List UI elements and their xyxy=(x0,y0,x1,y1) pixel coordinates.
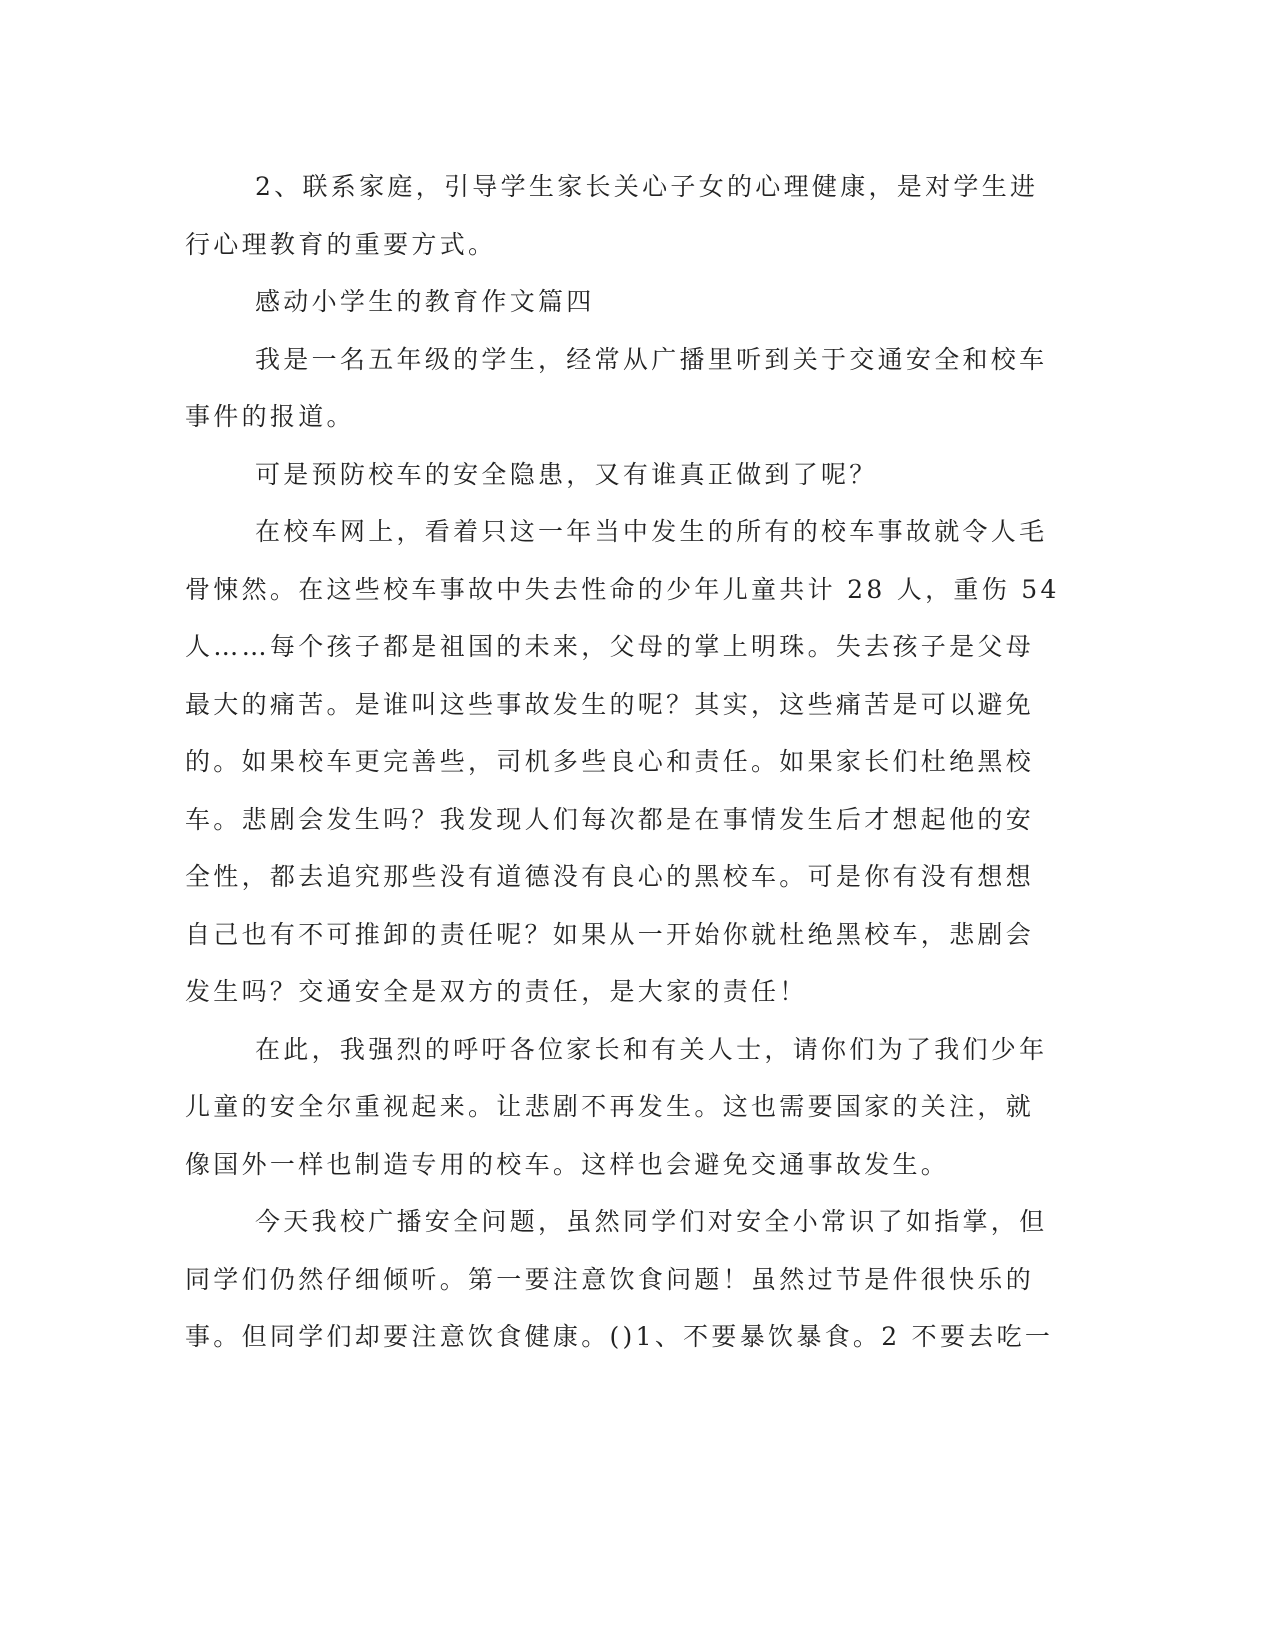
text-line: 骨悚然。在这些校车事故中失去性命的少年儿童共计 28 人，重伤 54 xyxy=(185,574,1060,604)
text-line: 自己也有不可推卸的责任呢？如果从一开始你就杜绝黑校车，悲剧会 xyxy=(185,919,1035,949)
text-line: 行心理教育的重要方式。 xyxy=(185,229,497,259)
text-line: 的。如果校车更完善些，司机多些良心和责任。如果家长们杜绝黑校 xyxy=(185,747,1035,776)
text-line: 发生吗？交通安全是双方的责任，是大家的责任！ xyxy=(185,977,808,1006)
text-line: 事件的报道。 xyxy=(185,402,355,431)
text-line: 人……每个孩子都是祖国的未来，父母的掌上明珠。失去孩子是父母 xyxy=(185,632,1035,661)
text-line: 今天我校广播安全问题，虽然同学们对安全小常识了如指掌，但 xyxy=(255,1207,1048,1236)
text-line: 我是一名五年级的学生，经常从广播里听到关于交通安全和校车 xyxy=(255,344,1048,374)
section-heading: 感动小学生的教育作文篇四 xyxy=(255,287,595,316)
text-line: 事。但同学们却要注意饮食健康。()1、不要暴饮暴食。2 不要去吃一 xyxy=(185,1322,1054,1351)
text-line: 在校车网上，看着只这一年当中发生的所有的校车事故就令人毛 xyxy=(255,517,1048,546)
text-line: 儿童的安全尔重视起来。让悲剧不再发生。这也需要国家的关注，就 xyxy=(185,1092,1035,1121)
text-line: 同学们仍然仔细倾听。第一要注意饮食问题！虽然过节是件很快乐的 xyxy=(185,1264,1035,1294)
text-line: 在此，我强烈的呼吁各位家长和有关人士，请你们为了我们少年 xyxy=(255,1034,1048,1064)
text-line: 2、联系家庭，引导学生家长关心子女的心理健康，是对学生进 xyxy=(255,172,1039,201)
text-line: 最大的痛苦。是谁叫这些事故发生的呢？其实，这些痛苦是可以避免 xyxy=(185,689,1035,719)
document-body xyxy=(185,158,1085,1366)
text-line: 像国外一样也制造专用的校车。这样也会避免交通事故发生。 xyxy=(185,1149,950,1179)
text-line: 车。悲剧会发生吗？我发现人们每次都是在事情发生后才想起他的安 xyxy=(185,804,1035,834)
text-line: 全性，都去追究那些没有道德没有良心的黑校车。可是你有没有想想 xyxy=(185,862,1035,891)
text-line: 可是预防校车的安全隐患，又有谁真正做到了呢？ xyxy=(255,459,878,489)
